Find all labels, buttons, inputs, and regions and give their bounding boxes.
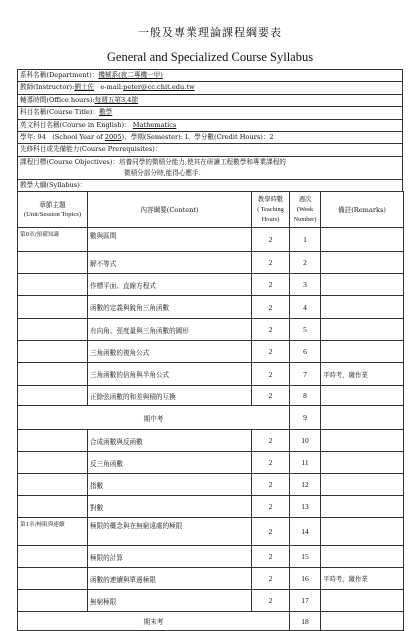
row-unit <box>18 319 88 341</box>
objectives-line-2: 微積分部分時,能得心應手. <box>124 168 201 177</box>
email-label: e-mail: <box>100 83 124 92</box>
department-label: 系科名稱(Department)： <box>20 71 99 79</box>
row-hours: 2 <box>252 496 290 518</box>
row-remark: 平時考，繳作業 <box>321 363 404 386</box>
course-english-row <box>17 119 403 131</box>
objectives-line-1: 課程目標(Course Objectives)：培養同學的微積分能力,使其在研讀工程數學和專業課程的 <box>20 157 286 166</box>
row-week: 11 <box>290 452 321 474</box>
row-unit <box>18 296 88 319</box>
row-unit <box>18 546 88 568</box>
row-week: 9 <box>290 406 321 430</box>
row-hours: 2 <box>252 319 290 341</box>
row-remark: 平時考，繳作業 <box>321 568 404 590</box>
row-content: 三角函數的複角公式 <box>88 341 252 363</box>
row-hours: 2 <box>252 296 290 319</box>
school-year-suffix: )、學期(Semester): I、學分數(Credit Hours)：2 <box>121 132 274 141</box>
office-hours-value: 每週五第3,4節 <box>94 95 139 104</box>
table-row <box>18 319 404 341</box>
course-english-label: 英文科目名稱(Course in English)： <box>20 120 131 129</box>
row-remark <box>321 406 404 430</box>
syllabus-table <box>17 191 404 631</box>
final-exam-label: 期末考 <box>18 612 290 631</box>
row-remark <box>321 430 404 452</box>
table-row <box>18 228 404 252</box>
row-remark <box>321 296 404 319</box>
row-unit <box>18 430 88 452</box>
table-row <box>18 452 404 474</box>
row-hours: 2 <box>252 252 290 274</box>
row-week: 6 <box>290 341 321 363</box>
row-content: 三角函數的倍角與半角公式 <box>88 363 252 386</box>
row-content: 合成函數與反函數 <box>88 430 252 452</box>
row-remark <box>321 496 404 518</box>
row-content: 無窮極限 <box>88 590 252 612</box>
row-hours: 2 <box>252 341 290 363</box>
row-week: 5 <box>290 319 321 341</box>
table-row <box>18 386 404 406</box>
row-content: 作標平面、直線方程式 <box>88 274 252 296</box>
table-row <box>18 274 404 296</box>
row-content: 極限的計算 <box>88 546 252 568</box>
course-title-value: 數學 <box>99 108 113 117</box>
table-header-row <box>18 192 404 228</box>
row-week: 2 <box>290 252 321 274</box>
table-row <box>18 546 404 568</box>
header-remarks: 備註(Remarks) <box>321 192 404 228</box>
row-unit <box>18 363 88 386</box>
row-content: 有向角、弳度量與三角函數的圖形 <box>88 319 252 341</box>
midterm-row <box>18 406 404 430</box>
table-row <box>18 430 404 452</box>
office-hours-row <box>17 94 403 106</box>
row-week: 16 <box>290 568 321 590</box>
instructor-label: 教師(Instructor): <box>20 83 75 92</box>
row-remark <box>321 319 404 341</box>
course-title-label: 科目名稱(Course Title)： <box>20 108 100 117</box>
row-hours: 2 <box>252 386 290 406</box>
row-week: 12 <box>290 474 321 496</box>
school-year-mid: (School Year of <box>52 132 103 141</box>
row-week: 4 <box>290 296 321 319</box>
table-row <box>18 296 404 319</box>
department-row <box>17 69 403 81</box>
office-hours-label: 輔導時間(Office hours): <box>20 95 95 104</box>
row-week: 14 <box>290 518 321 546</box>
row-week: 1 <box>290 228 321 252</box>
final-exam-row <box>18 612 404 631</box>
row-week: 3 <box>290 274 321 296</box>
prerequisites-row: 先修科目或先備能力(Course Prerequisites)： <box>17 143 403 155</box>
table-row <box>18 568 404 590</box>
row-hours: 2 <box>252 228 290 252</box>
document-title-english: General and Specialized Course Syllabus <box>106 50 314 64</box>
course-title-row <box>17 106 403 118</box>
row-week: 18 <box>290 612 321 631</box>
department-value: 機械系(夜二專機一甲) <box>98 71 163 79</box>
row-content: 函數的連續與單邊極限 <box>88 568 252 590</box>
document-title-chinese: 一般及專業理論課程綱要表 <box>138 26 282 39</box>
row-hours: 2 <box>252 452 290 474</box>
syllabus-label-row: 教學大綱(Syllabus)： <box>17 179 403 191</box>
row-remark <box>321 252 404 274</box>
row-content: 反三角函數 <box>88 452 252 474</box>
row-remark <box>321 518 404 546</box>
row-unit <box>18 341 88 363</box>
email-value: peter@cc.chit.edu.tw <box>123 83 195 92</box>
row-hours: 2 <box>252 474 290 496</box>
row-remark <box>321 452 404 474</box>
row-week: 15 <box>290 546 321 568</box>
row-remark <box>321 228 404 252</box>
row-week: 7 <box>290 363 321 386</box>
table-row <box>18 363 404 386</box>
instructor-row <box>17 81 403 93</box>
row-week: 17 <box>290 590 321 612</box>
row-hours: 2 <box>252 546 290 568</box>
school-year-row <box>17 131 403 143</box>
row-hours: 2 <box>252 274 290 296</box>
row-hours: 2 <box>252 430 290 452</box>
row-unit <box>18 452 88 474</box>
row-remark <box>321 386 404 406</box>
row-remark <box>321 546 404 568</box>
row-remark <box>321 612 404 631</box>
table-row <box>18 496 404 518</box>
row-content: 函數的定義與銳角三角函數 <box>88 296 252 319</box>
header-content: 內容綱要(Content) <box>88 192 252 228</box>
header-unit: 章節主題 (Unit/Session Topics) <box>18 192 88 228</box>
row-content: 極限的概念與在無窮遠處的極限 <box>88 518 252 546</box>
row-content: 數與區間 <box>88 228 252 252</box>
row-week: 13 <box>290 496 321 518</box>
row-week: 8 <box>290 386 321 406</box>
row-remark <box>321 274 404 296</box>
row-content: 解不等式 <box>88 252 252 274</box>
syllabus-form <box>17 69 403 631</box>
school-year-value: 2005 <box>104 132 122 141</box>
row-unit <box>18 474 88 496</box>
table-row <box>18 474 404 496</box>
row-remark <box>321 474 404 496</box>
row-unit: 第0章/預備知識 <box>18 228 88 252</box>
school-year-prefix: 學年: 94 <box>20 132 46 141</box>
row-unit <box>18 568 88 590</box>
objectives-row <box>17 156 403 179</box>
table-row <box>18 518 404 546</box>
midterm-label: 期中考 <box>18 406 290 430</box>
table-row <box>18 341 404 363</box>
row-content: 正餘弦函數的和差與積的互換 <box>88 386 252 406</box>
header-week: 週次 (Week Number) <box>290 192 321 228</box>
table-row <box>18 252 404 274</box>
row-unit <box>18 274 88 296</box>
header-hours: 教學時數 ( Teaching Hours) <box>252 192 290 228</box>
row-remark <box>321 341 404 363</box>
row-unit: 第1章/極限與連續 <box>18 518 88 546</box>
row-content: 指數 <box>88 474 252 496</box>
course-english-value: Mathematics <box>132 120 177 129</box>
row-week: 10 <box>290 430 321 452</box>
row-hours: 2 <box>252 590 290 612</box>
instructor-value: 劉士佐 <box>74 83 95 92</box>
row-unit <box>18 252 88 274</box>
row-unit <box>18 496 88 518</box>
row-unit <box>18 386 88 406</box>
row-hours: 2 <box>252 568 290 590</box>
row-hours: 2 <box>252 363 290 386</box>
row-content: 對數 <box>88 496 252 518</box>
row-hours: 2 <box>252 518 290 546</box>
